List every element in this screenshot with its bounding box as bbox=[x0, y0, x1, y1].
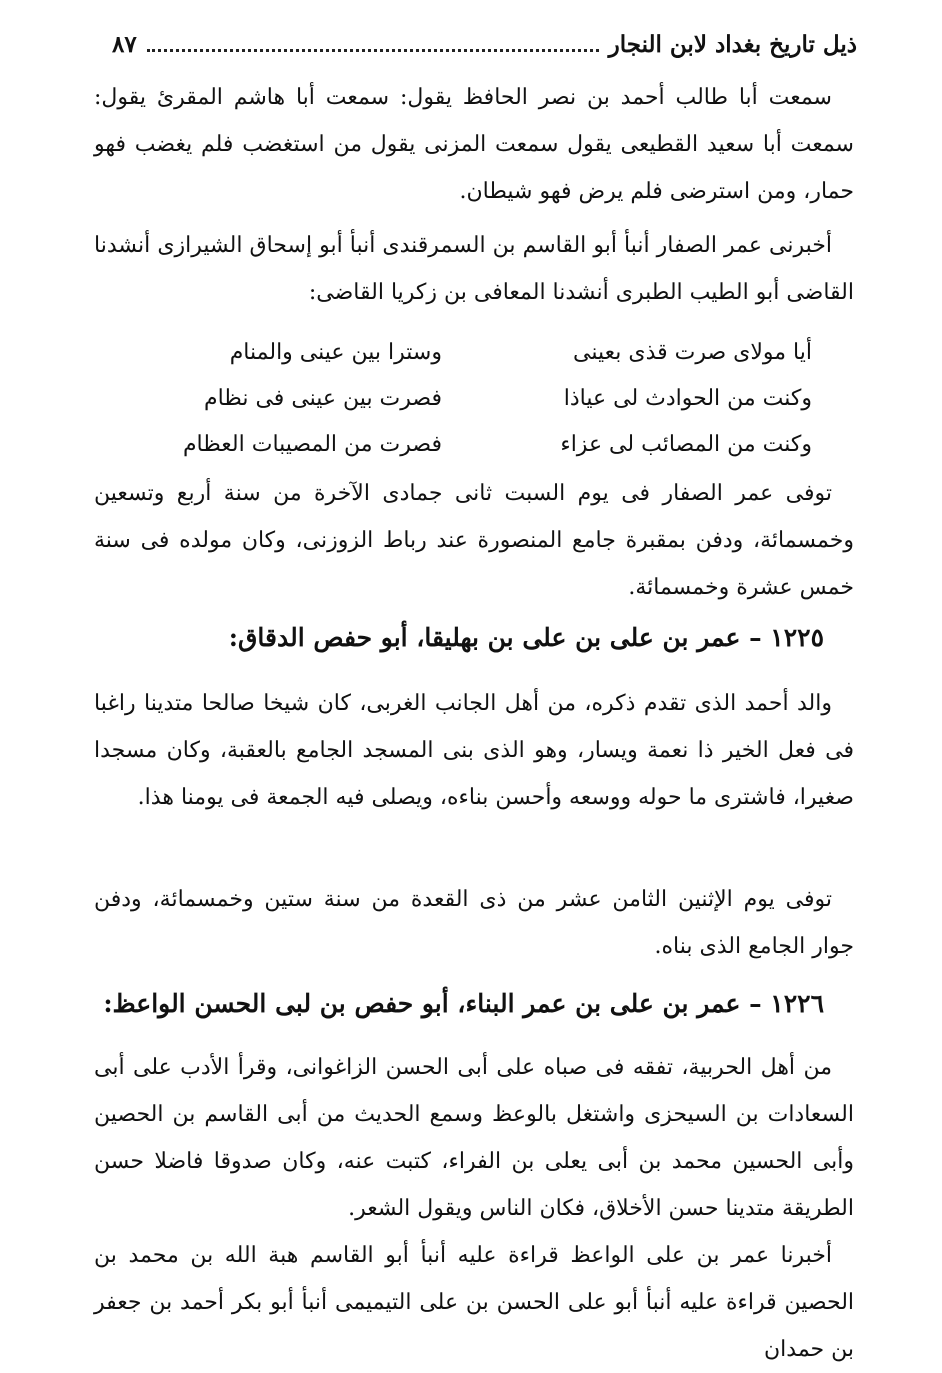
text-line: والد أحمد الذى تقدم ذكره، من أهل الجانب الغربى، كان شيخا صالحا متدينا bbox=[144, 691, 833, 716]
verse-second-hemistich: فصرت من المصيبات العظام bbox=[182, 432, 442, 457]
poem bbox=[132, 330, 812, 468]
header-title: ذيل تاريخ بغداد لابن النجار bbox=[608, 30, 857, 58]
verse-line bbox=[132, 330, 812, 376]
text-line: وأبى الحسين محمد بن أبى يعلى بن الفراء، كتبت عنه، وكان صدوقا فاضلا حسن bbox=[94, 1149, 854, 1174]
verse-line bbox=[132, 422, 812, 468]
paragraph-3 bbox=[94, 470, 854, 611]
text-line: السعادات بن السيحزى واشتغل بالوعظ وسمع الحديث من أبى القاسم بن الحصين bbox=[94, 1102, 854, 1127]
page-number: ٨٧ bbox=[112, 30, 137, 58]
text-line: هذا. bbox=[137, 785, 174, 810]
paragraph-6 bbox=[94, 1044, 854, 1232]
text-line: أخبرنى عمر الصفار أنبأ أبو القاسم بن السمرقندى أنبأ أبو إسحاق الشيرازى bbox=[157, 233, 833, 258]
text-line: الطريقة متدينا حسن الأخلاق، فكان الناس ويقول الشعر. bbox=[348, 1196, 854, 1221]
paragraph-4 bbox=[94, 680, 854, 821]
verse-second-hemistich: فصرت بين عينى فى نظام bbox=[203, 386, 442, 411]
text-line: الجامع الذى بناه. bbox=[654, 934, 806, 959]
verse-second-hemistich: وسترا بين عينى والمنام bbox=[229, 340, 442, 365]
paragraph-5 bbox=[94, 876, 854, 970]
text-line: توفى يوم الإثنين الثامن عشر من ذى القعدة من سنة ستين وخمسمائة، ودفن جوار bbox=[94, 887, 854, 959]
paragraph-7 bbox=[94, 1232, 854, 1373]
text-line: توفى عمر الصفار فى يوم السبت ثانى جمادى الآخرة من سنة أربع وتسعين bbox=[94, 481, 832, 506]
text-line: خمس عشرة وخمسمائة. bbox=[628, 575, 854, 600]
verse-first-hemistich: وكنت من الحوادث لى عياذا bbox=[563, 386, 812, 411]
text-line: راغبا فى فعل الخير ذا نعمة ويسار، وهو الذى بنى المسجد الجامع بالعقبة، وكان bbox=[94, 691, 854, 763]
text-line: أبا سعيد القطيعى يقول سمعت المزنى يقول من استغضب فلم يغضب فهو حمار، ومن bbox=[94, 132, 854, 204]
text-line: أنشدنا القاضى أبو الطيب الطبرى أنشدنا المعافى بن زكريا القاضى: bbox=[94, 233, 854, 305]
text-line: استرضى فلم يرض فهو شيطان. bbox=[459, 179, 751, 204]
paragraph-1 bbox=[94, 74, 854, 215]
entry-heading-1225: ١٢٢٥ – عمر بن على بن على بن بهليقا، أبو حفص الدقاق: bbox=[228, 623, 824, 652]
header-leader-dots bbox=[147, 49, 599, 52]
verse-first-hemistich: وكنت من المصائب لى عزاء bbox=[560, 432, 812, 457]
paragraph-2 bbox=[94, 222, 854, 316]
text-line: أخبرنا عمر بن على الواعظ قراءة عليه أنبأ أبو القاسم هبة الله بن محمد بن الحصين bbox=[94, 1243, 855, 1315]
text-line: سمعت أبا طالب أحمد بن نصر الحافظ يقول: سمعت أبا هاشم المقرئ يقول: سمعت bbox=[94, 85, 854, 157]
verse-line bbox=[132, 376, 812, 422]
text-line: مسجدا صغيرا، فاشترى ما حوله ووسعه وأحسن بناءه، ويصلى فيه الجمعة فى يومنا bbox=[94, 738, 854, 810]
running-header bbox=[112, 26, 857, 62]
entry-heading-1226: ١٢٢٦ – عمر بن على بن عمر البناء، أبو حفص بن لبى الحسن الواعظ: bbox=[103, 989, 824, 1018]
text-line: وخمسمائة، ودفن بمقبرة جامع المنصورة عند رباط الزوزنى، وكان مولده فى سنة bbox=[94, 528, 854, 553]
text-line: قراءة عليه أنبأ أبو على الحسن بن على التيميمى أنبأ أبو بكر أحمد بن جعفر بن حمدان bbox=[94, 1290, 854, 1362]
text-line: من أهل الحربية، تفقه فى صباه على أبى الحسن الزاغوانى، وقرأ الأدب على أبى bbox=[94, 1055, 832, 1080]
verse-first-hemistich: أيا مولاى صرت قذى بعينى bbox=[573, 340, 812, 365]
